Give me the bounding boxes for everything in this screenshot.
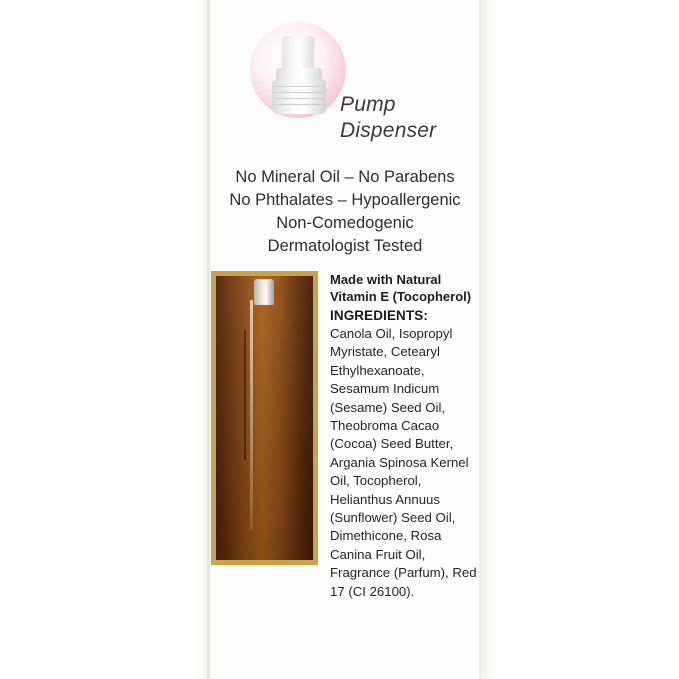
ingredients-heading: INGREDIENTS: [330, 308, 428, 323]
vitamin-e-line2: Vitamin E (Tocopherol) [330, 288, 472, 304]
product-claims-block [214, 166, 476, 258]
pump-ridge-icon [273, 86, 325, 87]
pump-label-line1: Pump [340, 93, 396, 116]
bottle-shadow-line [244, 330, 246, 460]
ingredients-list-text: Canola Oil, Isopropyl Myristate, Cetearyl Ethylhexanoate, Sesamum Indicum (Sesame) Seed Oil, Theobroma Cacao (Cocoa) Seed Butter, Argania Spinosa Kernel Oil, Tocopherol, Helianthus Annuus (Sunflower) Seed Oil, Dimethicone, Rosa Canina Fruit Oil, Fragrance (Parfum), Red 17 (CI 26100). [330, 326, 477, 599]
oil-bottle-photo [216, 276, 313, 560]
bottle-neck [254, 279, 274, 305]
claim-line: No Phthalates – Hypoallergenic [229, 191, 461, 209]
claim-line: Dermatologist Tested [267, 237, 423, 255]
vitamin-e-line1: Made with Natural [330, 272, 442, 287]
pump-ridge-icon [273, 98, 325, 99]
claim-line: Non-Comedogenic [276, 214, 414, 232]
claim-line: No Mineral Oil – No Parabens [235, 168, 455, 186]
pump-dispenser-icon [281, 36, 314, 72]
pump-dispenser-label [340, 92, 490, 144]
pump-ridge-icon [273, 92, 325, 93]
pump-ridge-icon [273, 104, 325, 105]
pump-label-line2: Dispenser [340, 119, 437, 142]
vitamin-e-note [330, 272, 480, 305]
ingredients-panel [330, 272, 480, 601]
bottle-highlight [250, 300, 253, 530]
carton-left-edge [207, 0, 210, 679]
